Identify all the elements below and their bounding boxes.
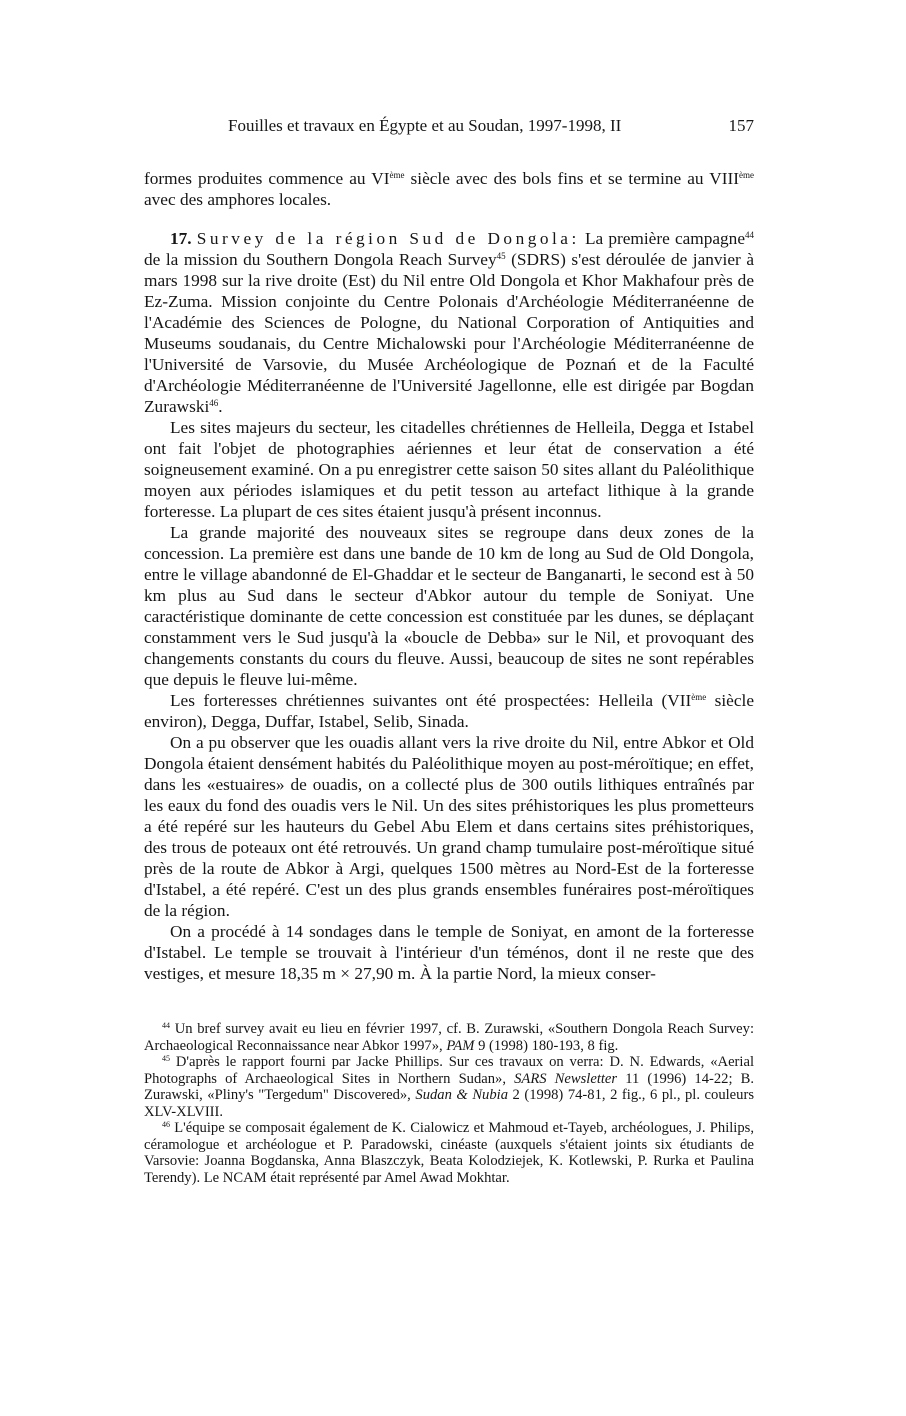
- paragraph-sondages: On a procédé à 14 sondages dans le temple de Soniyat, en amont de la forteresse d'Istabel. Le temple se trouvait à l'intérieur d'un téménos, dont il ne reste que des vestiges, et mesure 18,35 m × 27,90 m. À la partie Nord, la mieux conser-: [144, 922, 754, 983]
- text-run: siècle environ), Degga, Duffar, Istabel, Selib, Sinada.: [144, 691, 754, 731]
- running-header: [228, 114, 754, 138]
- journal-title: SARS Newsletter: [514, 1070, 618, 1087]
- running-title: Fouilles et travaux en Égypte et au Soudan, 1997-1998, II: [228, 116, 622, 135]
- footnote-44: [144, 1021, 754, 1054]
- footnotes: [144, 1021, 754, 1186]
- section-number: 17.: [170, 229, 192, 248]
- superscript: ème: [691, 692, 707, 702]
- footnote-mark: 45: [162, 1054, 170, 1063]
- section-title: Survey de la région Sud de Dongola:: [196, 229, 580, 248]
- text-run: La première campagne: [579, 229, 745, 248]
- section-17-paragraph: [144, 228, 754, 417]
- text-run: Un bref survey avait eu lieu en février 1997, cf. B. Zurawski, «Southern Dongola Reach Survey: Archaeological Reconnaissance near Abkor 1997»,: [144, 1021, 754, 1054]
- text-run: 9 (1998) 180-193, 8 fig.: [474, 1037, 619, 1054]
- journal-title: PAM: [446, 1037, 475, 1054]
- journal-title: Sudan & Nubia: [415, 1087, 508, 1103]
- text-run: avec des amphores locales.: [144, 190, 332, 209]
- footnote-mark: 44: [162, 1021, 170, 1030]
- text-run: 2 (1998) 74-81, 2 fig., 6 pl., pl. couleurs XLV-XLVIII.: [144, 1087, 754, 1120]
- footnote-ref-46: 46: [209, 398, 219, 408]
- paragraph-ouadis: On a pu observer que les ouadis allant vers la rive droite du Nil, entre Abkor et Old Dongola étaient densément habités du Paléolithique moyen au post-méroïtique; en effet, dans les «estuaires» de ouadis, on a collecté plus de 300 outils lithiques entraînés par les eaux du fond des ouadis vers le Nil. Un des sites préhistoriques les plus prometteurs a été repéré sur les hauteurs du Gebel Abu Elem et dans certains sites préhistoriques, des trous de poteaux ont été retrouvés. Un grand champ tumulaire post-méroïtique situé près de la route de Abkor à Argi, quelques 1500 mètres au Nord-Est de la forteresse d'Istabel, a été repéré. C'est un des plus grands ensembles funéraires post-méroïtiques de la région.: [144, 733, 754, 920]
- footnote-46: [144, 1120, 754, 1186]
- text-run: Les forteresses chrétiennes suivantes ont été prospectées: Helleila (VII: [170, 691, 692, 710]
- text-run: 11 (1996) 14-22; B. Zurawski, «Pliny's "Tergedum" Discovered»,: [144, 1070, 755, 1103]
- text-run: .: [218, 397, 223, 416]
- superscript: ème: [739, 170, 754, 180]
- footnote-mark: 46: [162, 1120, 170, 1129]
- footnote-ref-44: 44: [745, 230, 754, 240]
- main-text: [144, 168, 754, 984]
- paragraph-sites-majeurs: Les sites majeurs du secteur, les citadelles chrétiennes de Helleila, Degga et Istabel ont fait l'objet de photographies aériennes et leur état de conservation a été soigneusement examiné. On a pu enregistrer cette saison 50 sites allant du Paléolithique moyen aux périodes islamiques et du petit tesson au artefact lithique à la grande forteresse. La plupart de ces sites étaient jusqu'à présent inconnus.: [144, 418, 754, 521]
- superscript: ème: [389, 170, 405, 180]
- text-run: siècle avec des bols fins et se termine au VIII: [404, 169, 739, 188]
- text-run: L'équipe se composait également de K. Cialowicz et Mahmoud et-Tayeb, archéologues, J. Philips, céramologue et archéologue et P. Paradowski, cinéaste (auxquels s'étaient joints six étudiants de Varsovie: Joanna Bogdanska, Anna Blaszczyk, Beata Kolodziejek, K. Kotlewski, P. Rurka et Paulina Terendy). Le NCAM était représenté par Amel Awad Mokhtar.: [144, 1120, 754, 1186]
- footnote-ref-45: 45: [496, 251, 506, 261]
- paragraph-forteresses: [144, 690, 754, 732]
- text-run: de la mission du Southern Dongola Reach Survey: [144, 250, 497, 269]
- footnote-45: [144, 1054, 754, 1120]
- paragraph-grande-majorite: La grande majorité des nouveaux sites se regroupe dans deux zones de la concession. La première est dans une bande de 10 km de long au Sud de Old Dongola, entre le village abandonné de El-Ghaddar et le secteur de Banganarti, le second est à 50 km plus au Sud dans le secteur d'Abkor autour du temple de Soniyat. Une caractéristique dominante de cette concession est constituée par les dunes, se déplaçant constamment vers le Sud jusqu'à la «boucle de Debba» sur le Nil, et provoquant des changements constants du cours du fleuve. Aussi, beaucoup de sites ne sont repérables que depuis le fleuve lui-même.: [144, 523, 754, 689]
- paragraph-continuation: [144, 168, 754, 210]
- text-run: D'après le rapport fourni par Jacke Phillips. Sur ces travaux on verra: D. N. Edwards, «Aerial Photographs of Archaeological Sites in Northern Sudan»,: [144, 1054, 754, 1087]
- text-run: formes produites commence au VI: [144, 169, 390, 188]
- page-number: 157: [728, 116, 754, 135]
- text-run: (SDRS) s'est déroulée de janvier à mars 1998 sur la rive droite (Est) du Nil entre Old Dongola et Khor Makhafour près de Ez-Zuma. Mission conjointe du Centre Polonais d'Archéologie Méditerranéenne de l'Académie des Sciences de Pologne, du National Corporation of Antiquities and Museums soudanais, du Centre Michalowski pour l'Archéologie Méditerranéenne de l'Université de Varsovie, du Musée Archéologique de Poznań et de la Faculté d'Archéologie Méditerranéenne de l'Université Jagellonne, elle est dirigée par Bogdan Zurawski: [144, 250, 754, 416]
